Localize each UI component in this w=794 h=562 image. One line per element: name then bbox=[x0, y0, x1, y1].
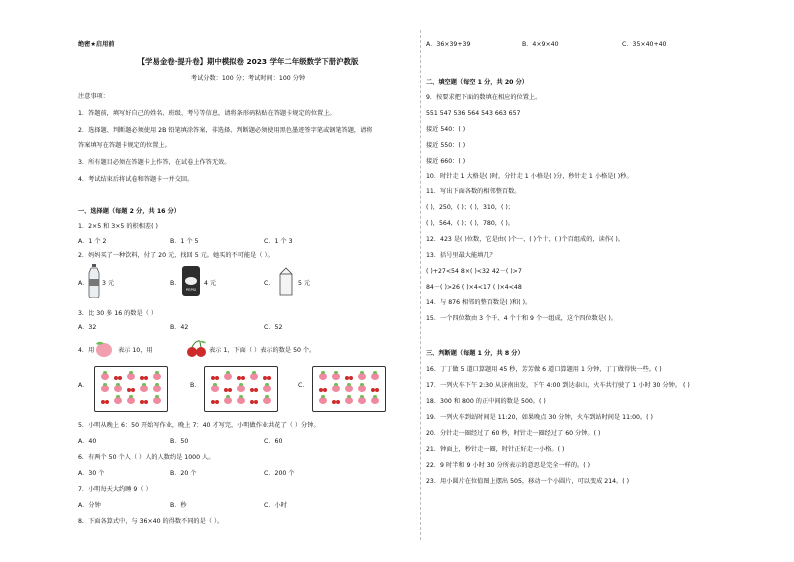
q4-box-c[interactable] bbox=[312, 366, 386, 412]
q7-option-a[interactable]: A．分钟 bbox=[78, 502, 101, 509]
judge-item-17: 17．一列火车下午 2:30 从济南出发，下午 4:00 到达泰山，火车共行驶了 1 小时 30 分钟。 ( ) bbox=[426, 382, 690, 389]
judge-item-16: 16．丁丁做 5 道口算题用 45 秒，芳芳做 6 道口算题用 1 分钟，丁丁做得快一些。( ) bbox=[426, 366, 662, 373]
judge-item-20: 20．分针走一圈经过了 60 秒，时针走一圈经过了 60 分钟。( ) bbox=[426, 430, 601, 437]
question-2: 2．妈妈买了一种饮料，付了 20 元，找回 5 元。她买的不可能是（ ）。 bbox=[78, 252, 274, 259]
q6-option-b[interactable]: B．20 个 bbox=[170, 470, 197, 477]
question-12: 12．423 是( )位数，它是由( )个一、( )个十、( )个百组成的，读作( )。 bbox=[426, 236, 624, 243]
secret-label: 绝密★启用前 bbox=[78, 41, 115, 48]
q9-near-660: 接近 660：( ) bbox=[426, 158, 466, 165]
judge-item-18: 18．300 和 800 的正中间的数是 500。( ) bbox=[426, 398, 546, 405]
q9-near-550: 接近 550：( ) bbox=[426, 142, 466, 149]
notice-item: 4．考试结束后将试卷和答题卡一并交回。 bbox=[78, 176, 194, 183]
question-6: 6．有两个 50 个人（ ）人的人数约是 1000 人。 bbox=[78, 454, 215, 461]
q13-row-b: 84－( )>26 ( )×4<17 ( )×4<48 bbox=[426, 284, 522, 291]
question-4-part-a: 4．用 bbox=[78, 347, 95, 354]
water-bottle-icon bbox=[88, 264, 100, 301]
soda-can-icon: PEPSI bbox=[182, 266, 200, 296]
judge-item-23: 23．用小圆片在位值图上摆出 505，移动一个小圆片，可以变成 214。( ) bbox=[426, 478, 630, 485]
question-7: 7．小明每天大约睡 9（ ） bbox=[78, 486, 152, 493]
q4-box-a-items bbox=[101, 373, 163, 406]
notice-item: 答案填写在答题卡规定的位置上。 bbox=[78, 142, 171, 149]
q4-box-a[interactable] bbox=[94, 366, 168, 412]
q2-price-b: 4 元 bbox=[204, 280, 217, 287]
notice-item: 3．所有题目必须在答题卡上作答，在试卷上作答无效。 bbox=[78, 159, 231, 166]
notice-title: 注意事项： bbox=[78, 93, 109, 100]
notice-item: 1．答题前，填写好自己的姓名、班级、考号等信息，请将条形码粘贴在答题卡规定的位置上。 bbox=[78, 110, 336, 117]
q11-row-a: ( )，250，( )；( )，310，( )； bbox=[426, 204, 514, 211]
q4-box-b-items bbox=[211, 373, 273, 406]
q5-option-c[interactable]: C．60 bbox=[264, 438, 283, 445]
question-11: 11．写出下面各数的相邻整百数。 bbox=[426, 188, 521, 195]
q9-numbers: 551 547 536 564 543 663 657 bbox=[426, 110, 521, 117]
q1-option-c[interactable]: C．1 个 3 bbox=[264, 238, 293, 245]
question-4-part-b: 表示 10，用 bbox=[118, 347, 153, 354]
question-5: 5．小明从晚上 6：50 开始写作业，晚上 7：40 才写完，小明做作业共花了（ ）分钟。 bbox=[78, 422, 320, 429]
section2-title: 二、填空题（每空 1 分，共 20 分） bbox=[426, 79, 528, 86]
question-8: 8．下面各算式中，与 36×40 的得数不同的是（ ）。 bbox=[78, 518, 224, 525]
q2-price-c: 5 元 bbox=[298, 280, 311, 287]
q8-option-b[interactable]: B．4×9×40 bbox=[522, 41, 559, 48]
exam-page bbox=[58, 30, 748, 540]
judge-item-19: 19．一列火车到站时间是 11:20，如果晚点 30 分钟，火车到站时间是 11:00。( ) bbox=[426, 414, 653, 421]
question-1: 1．2×5 和 3×5 的积相差( ) bbox=[78, 223, 158, 230]
q3-option-c[interactable]: C．52 bbox=[264, 324, 283, 331]
q4-option-a[interactable]: A． bbox=[78, 382, 89, 389]
q7-option-c[interactable]: C．小时 bbox=[264, 502, 287, 509]
page-title: 【学易金卷·提升卷】期中模拟卷 2023 学年二年级数学下册沪教版 bbox=[137, 57, 359, 66]
judge-item-22: 22．9 时半和 9 小时 30 分所表示的意思是完全一样的。( ) bbox=[426, 462, 590, 469]
q3-option-b[interactable]: B．42 bbox=[170, 324, 189, 331]
exam-info: 考试分数：100 分；考试时间：100 分钟 bbox=[190, 75, 306, 82]
q5-option-b[interactable]: B．50 bbox=[170, 438, 189, 445]
q9-near-540: 接近 540：( ) bbox=[426, 126, 466, 133]
question-14: 14．与 876 相邻的整百数是( )和( )。 bbox=[426, 299, 532, 306]
q2-price-a: 3 元 bbox=[102, 280, 115, 287]
column-divider bbox=[420, 30, 421, 540]
q2-option-a[interactable]: A． bbox=[78, 280, 89, 287]
q2-option-c[interactable]: C． bbox=[264, 280, 275, 287]
q8-option-c[interactable]: C．35×40+40 bbox=[622, 41, 667, 48]
question-4-part-c: 表示 1，下面（ ）表示的数是 50 个。 bbox=[209, 347, 316, 354]
section1-title: 一、选择题（每题 2 分，共 16 分） bbox=[78, 208, 180, 215]
q3-option-a[interactable]: A．32 bbox=[78, 324, 97, 331]
notice-item: 2．选择题、判断题必须使用 2B 铅笔填涂答案，非选择、判断题必须使用黑色墨迹签字笔或钢笔答题，请将 bbox=[78, 127, 373, 134]
question-13: 13．括号里最大能填几？ bbox=[426, 252, 496, 259]
q1-option-b[interactable]: B．1 个 5 bbox=[170, 238, 199, 245]
question-9: 9．按要求把下面的数填在相应的位置上。 bbox=[426, 94, 542, 101]
q5-option-a[interactable]: A．40 bbox=[78, 438, 97, 445]
q6-option-c[interactable]: C．200 个 bbox=[264, 470, 295, 477]
q13-row-a: ( )+27<54 8×( )<32 42－( )>7 bbox=[426, 268, 522, 275]
q11-row-b: ( )，564，( )；( )，780，( )。 bbox=[426, 220, 514, 227]
question-3: 3．比 30 多 16 的数是（ ） bbox=[78, 310, 158, 317]
q7-option-b[interactable]: B．秒 bbox=[170, 502, 187, 509]
q1-option-a[interactable]: A．1 个 2 bbox=[78, 238, 107, 245]
peach-icon bbox=[94, 340, 114, 361]
q4-option-c[interactable]: C． bbox=[298, 382, 309, 389]
q4-box-c-items bbox=[319, 373, 381, 406]
milk-carton-icon bbox=[278, 266, 294, 299]
q4-box-b[interactable] bbox=[204, 366, 278, 412]
question-15: 15．一个四位数由 3 个千、4 个十和 9 个一组成，这个四位数是( )。 bbox=[426, 315, 617, 322]
q8-option-a[interactable]: A．36×39+39 bbox=[426, 41, 471, 48]
q2-option-b[interactable]: B． bbox=[170, 280, 181, 287]
q6-option-a[interactable]: A．30 个 bbox=[78, 470, 105, 477]
q4-option-b[interactable]: B． bbox=[190, 382, 201, 389]
cherry-icon bbox=[186, 340, 208, 361]
judge-item-21: 21．钟面上，秒针走一圈，时针正好走一小格。( ) bbox=[426, 446, 565, 453]
section3-title: 三、判断题（每题 1 分，共 8 分） bbox=[426, 350, 524, 357]
question-10: 10．时针走 1 大格是( )时，分针走 1 小格是( )分，秒针走 1 小格是( )秒。 bbox=[426, 173, 633, 180]
